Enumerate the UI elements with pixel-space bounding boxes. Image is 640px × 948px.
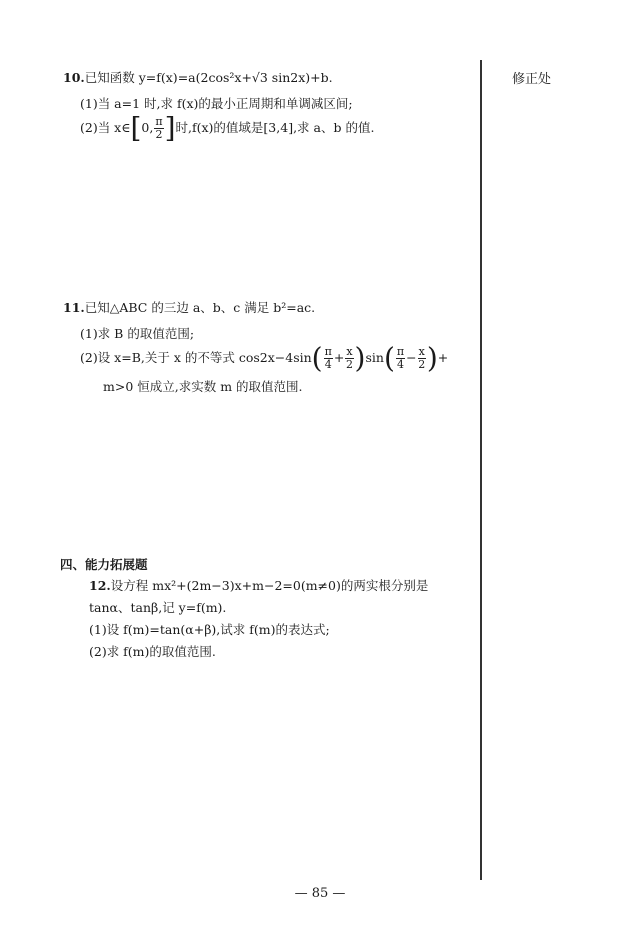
text-fragment: 时,f(x)的值域是[3,4],求 a、b 的值. [175,120,375,135]
text-fragment [63,68,333,86]
bracket: [ [130,111,142,145]
margin-divider [480,60,482,880]
fraction [154,116,163,141]
text-fragment: 2 [345,358,353,371]
text-fragment: 0, [141,120,154,135]
question-stem-continued: tanα、tanβ,记 y=f(m). [89,600,227,615]
text-fragment: (2)当 x∈ [80,120,131,135]
text-fragment: x [346,345,353,358]
text-fragment: 2 [155,128,163,141]
bracket: ( [383,341,395,375]
question-part-2 [80,111,375,145]
correction-margin-label: 修正处 [512,72,552,87]
question-number: 12. [89,578,111,593]
question-part-2: (2)求 f(m)的取值范围. [89,644,216,659]
question-stem: 已知函数 y=f(x)=a(2cos²x+√3 sin2x)+b. [84,70,333,85]
bracket: ) [426,341,438,375]
text-fragment: 4 [324,358,332,371]
text-fragment: 4 [397,358,404,371]
question-number: 11. [63,300,85,315]
question-number: 10. [63,70,85,85]
text-fragment: 2 [418,358,426,371]
question-part-1: (1)当 a=1 时,求 f(x)的最小正周期和单调减区间; [80,96,353,111]
question-part-2-continued: m>0 恒成立,求实数 m 的取值范围. [103,379,303,394]
bracket: ( [311,341,323,375]
question-part-1: (1)设 f(m)=tan(α+β),试求 f(m)的表达式; [89,622,330,637]
bracket: ) [354,341,366,375]
question-stem: 已知△ABC 的三边 a、b、c 满足 b²=ac. [84,300,316,315]
section-heading: 四、能力拓展题 [60,557,148,572]
page-number: — 85 — [294,886,346,901]
bracket: ] [164,111,176,145]
text-fragment [89,576,428,594]
text-fragment: x [418,345,425,358]
fraction [345,346,353,371]
text-fragment: + [333,350,345,365]
fraction [324,346,333,371]
fraction [418,346,426,371]
text-fragment: − [406,350,417,365]
text-fragment: + [437,350,449,365]
text-fragment: (2)设 x=B,关于 x 的不等式 cos2x−4sin [80,350,312,365]
text-fragment: π [396,345,405,358]
text-fragment [63,298,315,316]
text-fragment: π [155,115,163,128]
question-stem: 设方程 mx²+(2m−3)x+m−2=0(m≠0)的两实根分别是 [110,578,429,593]
question-part-2 [80,341,449,375]
question-part-1: (1)求 B 的取值范围; [80,326,195,341]
text-fragment: π [324,345,332,358]
text-fragment: sin [365,350,384,365]
fraction [396,346,405,371]
